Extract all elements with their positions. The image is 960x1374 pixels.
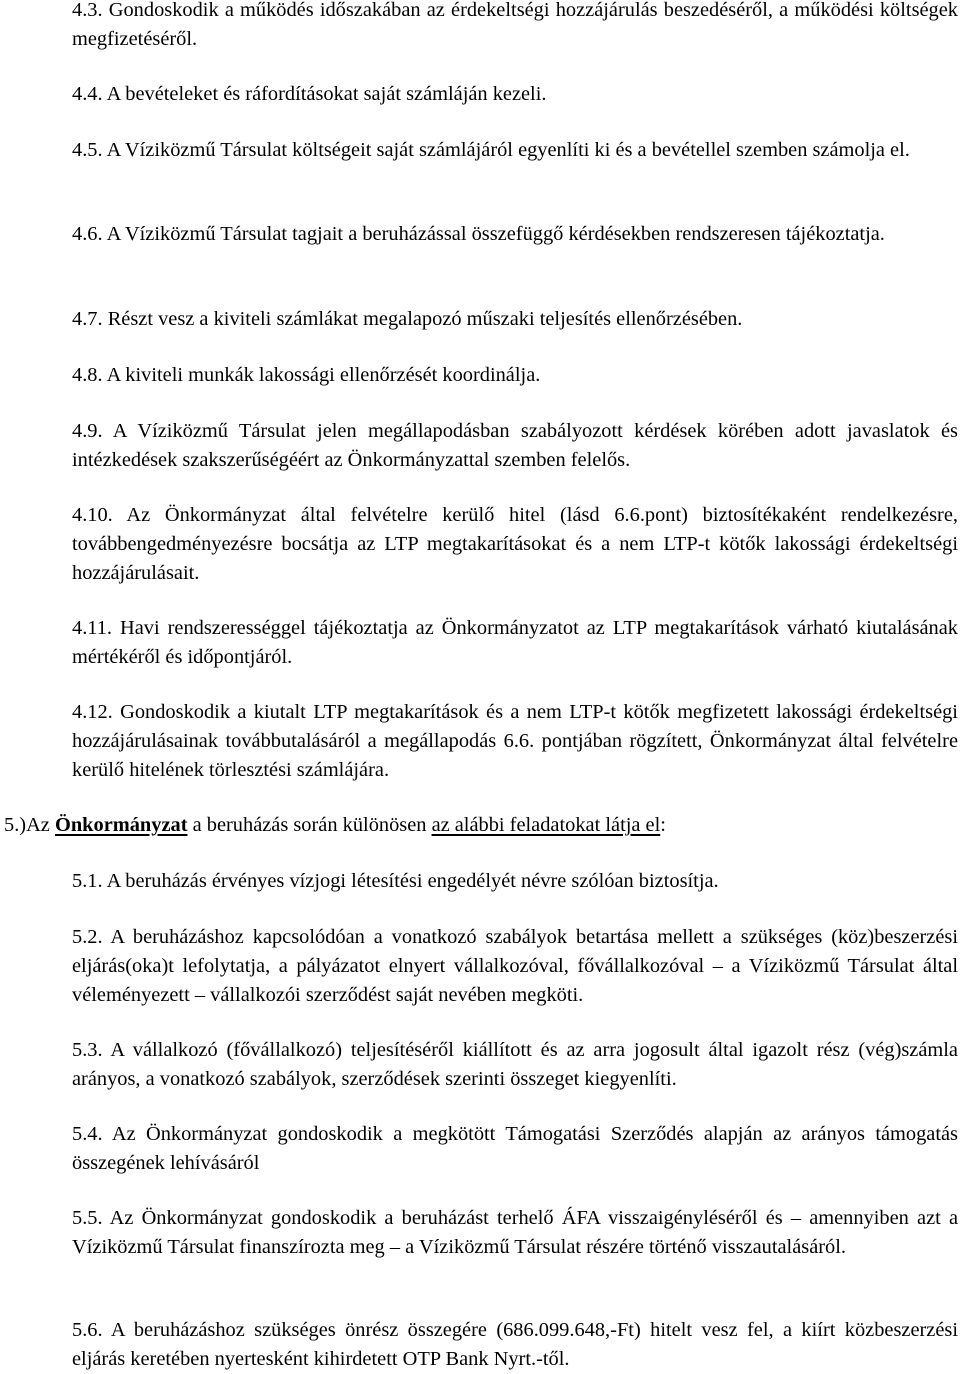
item-4-9 <box>72 417 958 475</box>
item-number: 4.12. <box>72 701 113 723</box>
item-number: 5.4. <box>72 1123 103 1145</box>
item-number: 5.6. <box>72 1319 103 1341</box>
item-4-10 <box>72 501 958 588</box>
item-5-5 <box>72 1204 958 1262</box>
item-text: A Víziközmű Társulat jelen megállapodásban szabályozott kérdések körében adott javaslatok és intézkedések szakszerűségéért az Önkormányzattal szemben felelős. <box>72 420 958 471</box>
item-text: A vállalkozó (fővállalkozó) teljesítéséről kiállított és az arra jogosult által igazolt rész (vég)számla arányos, a vonatkozó szabályok, szerződések szerinti összeget kiegyenlíti. <box>72 1039 958 1090</box>
item-5-4 <box>72 1120 958 1178</box>
item-4-5 <box>72 136 958 165</box>
item-4-6 <box>72 220 958 249</box>
heading-underlined: az alábbi feladatokat látja el <box>431 814 661 836</box>
item-text: Gondoskodik a működés időszakában az érdekeltségi hozzájárulás beszedéséről, a működési költségek megfizetéséről. <box>72 0 958 50</box>
item-5-6 <box>72 1316 958 1374</box>
item-4-8 <box>72 361 958 390</box>
item-number: 5.2. <box>72 926 103 948</box>
item-4-7 <box>72 305 958 334</box>
item-5-2 <box>72 923 958 1010</box>
item-5-1 <box>72 867 958 896</box>
item-text: Az Önkormányzat gondoskodik a beruházást terhelő ÁFA visszaigényléséről és – amennyiben azt a Víziközmű Társulat finanszírozta meg – a Víziközmű Társulat részére történő visszautalásáról. <box>72 1207 958 1258</box>
item-number: 5.1. <box>72 870 103 892</box>
heading-subject: Önkormányzat <box>54 814 188 836</box>
item-number: 4.4. <box>72 83 103 105</box>
item-number: 5.5. <box>72 1207 103 1229</box>
item-number: 4.5. <box>72 139 103 161</box>
item-4-11 <box>72 614 958 672</box>
item-4-3 <box>72 0 958 54</box>
section-5-heading <box>4 811 958 840</box>
item-number: 4.3. <box>72 0 103 21</box>
item-number: 5.3. <box>72 1039 103 1061</box>
item-text: A beruházáshoz szükséges önrész összegére (686.099.648,-Ft) hitelt vesz fel, a kiírt közbeszerzési eljárás keretében nyertesként kihirdetett OTP Bank Nyrt.-től. <box>72 1319 958 1370</box>
item-text: A beruházáshoz kapcsolódóan a vonatkozó szabályok betartása mellett a szükséges (köz)beszerzési eljárás(oka)t lefolytatja, a pályázatot elnyert vállalkozóval, fővállalkozóval – a Víziközmű Társulat által véleményezett – vállalkozói szerződést saját nevében megköti. <box>72 926 958 1006</box>
heading-prefix: 5.)Az <box>4 814 55 836</box>
item-number: 4.6. <box>72 223 103 245</box>
item-number: 4.10. <box>72 504 113 526</box>
item-text: Havi rendszerességgel tájékoztatja az Önkormányzatot az LTP megtakarítások várható kiutalásának mértékéről és időpontjáról. <box>72 617 958 668</box>
heading-suffix: : <box>660 814 666 836</box>
item-4-12 <box>72 698 958 785</box>
item-4-4 <box>72 80 958 109</box>
heading-middle: a beruházás során különösen <box>187 814 432 836</box>
item-text: Részt vesz a kiviteli számlákat megalapozó műszaki teljesítés ellenőrzésében. <box>107 308 743 330</box>
item-number: 4.9. <box>72 420 103 442</box>
item-text: Gondoskodik a kiutalt LTP megtakarítások és a nem LTP-t kötők megfizetett lakossági érdekeltségi hozzájárulásainak továbbutalásáról a megállapodás 6.6. pontjában rögzített, Önkormányzat által felvételre kerülő hitelének törlesztési számlájára. <box>72 701 958 781</box>
item-number: 4.8. <box>72 364 103 386</box>
item-text: A beruházás érvényes vízjogi létesítési engedélyét névre szólóan biztosítja. <box>106 870 719 892</box>
item-text: A kiviteli munkák lakossági ellenőrzését koordinálja. <box>106 364 541 386</box>
item-text: A bevételeket és ráfordításokat saját számláján kezeli. <box>106 83 547 105</box>
item-text: A Víziközmű Társulat költségeit saját számlájáról egyenlíti ki és a bevétellel szemben számolja el. <box>106 139 910 161</box>
item-text: Az Önkormányzat által felvételre kerülő hitel (lásd 6.6.pont) biztosítékaként rendelkezésre, továbbengedményezésre bocsátja az LTP megtakarításokat és a nem LTP-t kötők lakossági érdekeltségi hozzájárulásait. <box>72 504 958 584</box>
item-number: 4.7. <box>72 308 103 330</box>
item-5-3 <box>72 1036 958 1094</box>
item-text: Az Önkormányzat gondoskodik a megkötött Támogatási Szerződés alapján az arányos támogatás összegének lehívásáról <box>72 1123 958 1174</box>
item-text: A Víziközmű Társulat tagjait a beruházással összefüggő kérdésekben rendszeresen tájékoztatja. <box>106 223 885 245</box>
item-number: 4.11. <box>72 617 113 639</box>
